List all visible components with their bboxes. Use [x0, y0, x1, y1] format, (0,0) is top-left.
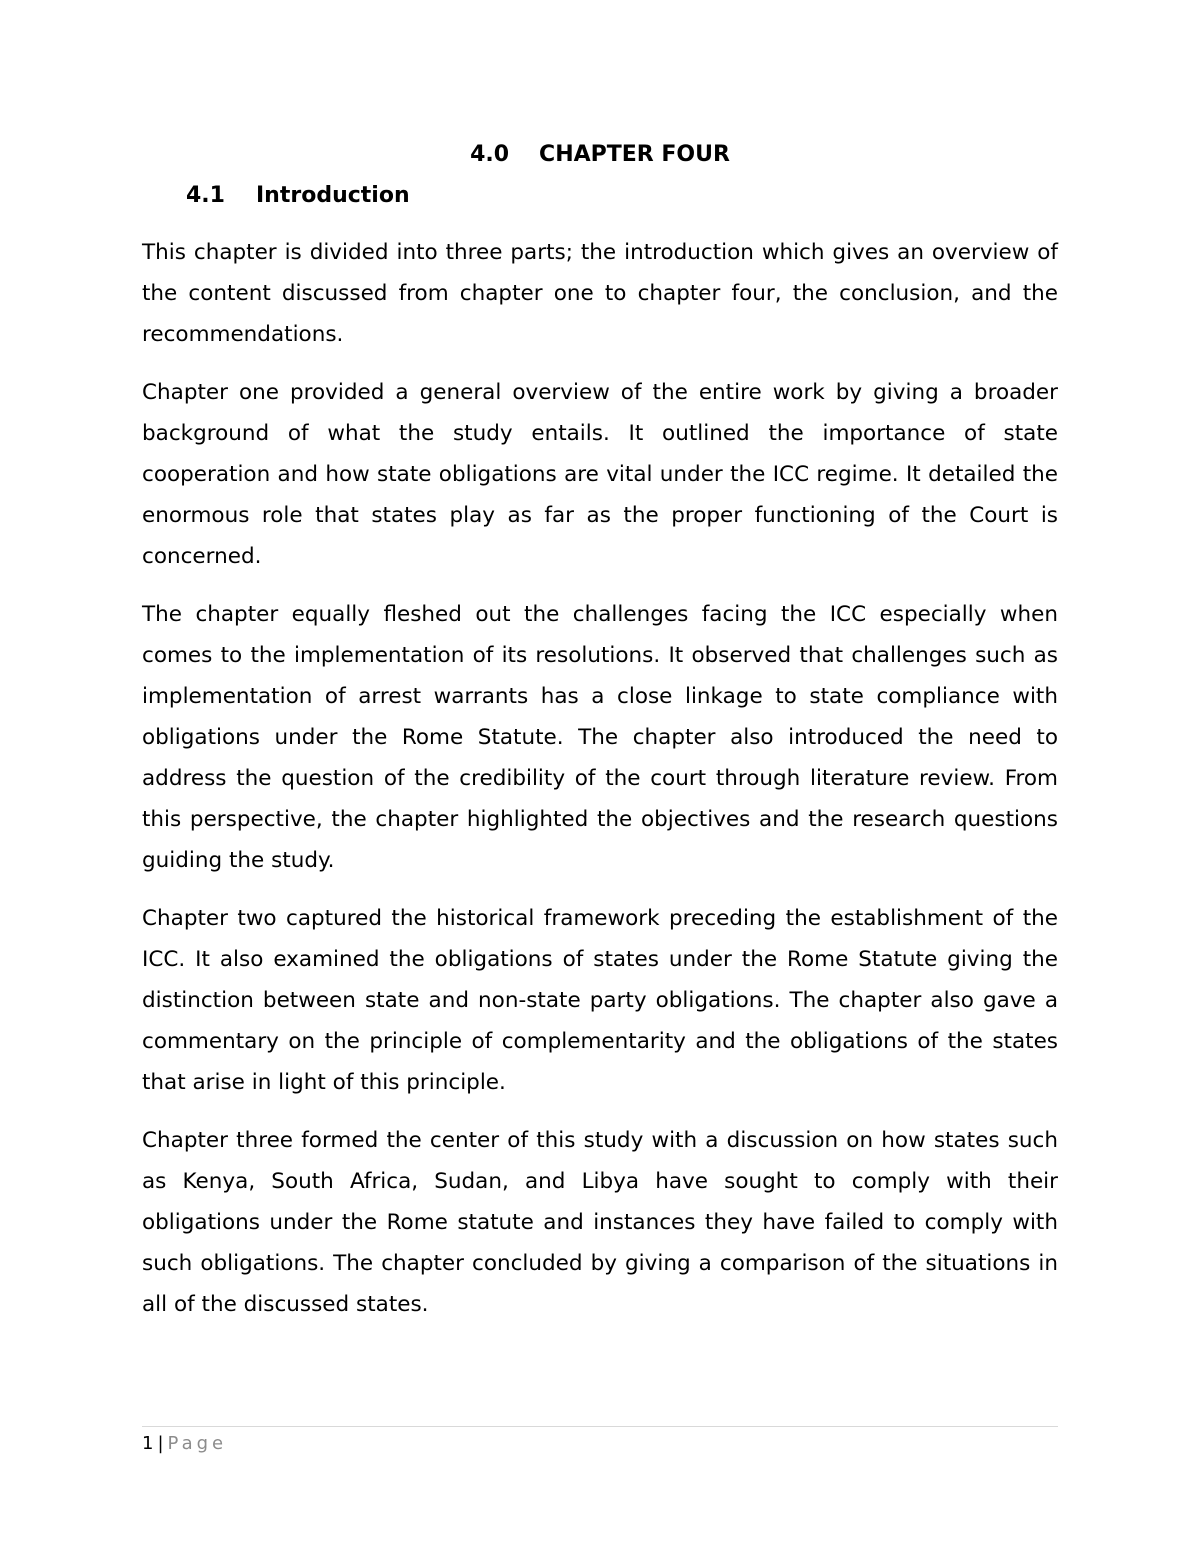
paragraph: This chapter is divided into three parts; the introduction which gives an overview of the content discussed from chapter one to chapter four, the conclusion, and the recommendations. — [142, 240, 1058, 347]
page-footer — [142, 1432, 227, 1456]
page-number: 1 — [142, 1433, 154, 1454]
footer-separator: | — [157, 1433, 164, 1454]
paragraph: The chapter equally fleshed out the challenges facing the ICC especially when comes to the implementation of its resolutions. It observed that challenges such as implementation of arrest warrants has a close linkage to state compliance with obligations under the Rome Statute. The chapter also introduced the need to address the question of the credibility of the court through literature review. From this perspective, the chapter highlighted the objectives and the research questions guiding the study. — [142, 602, 1058, 873]
section-heading — [186, 181, 410, 211]
paragraph: Chapter two captured the historical framework preceding the establishment of the ICC. It also examined the obligations of states under the Rome Statute giving the distinction between state and non-state party obligations. The chapter also gave a commentary on the principle of complementarity and the obligations of the states that arise in light of this principle. — [142, 906, 1058, 1095]
paragraph: Chapter one provided a general overview of the entire work by giving a broader background of what the study entails. It outlined the importance of state cooperation and how state obligations are vital under the ICC regime. It detailed the enormous role that states play as far as the proper functioning of the Court is concerned. — [142, 380, 1058, 569]
chapter-heading — [0, 140, 1200, 170]
footer-divider — [142, 1426, 1058, 1427]
chapter-title: CHAPTER FOUR — [539, 142, 730, 167]
section-number: 4.1 — [186, 183, 225, 208]
chapter-number: 4.0 — [470, 142, 510, 167]
section-title: Introduction — [256, 183, 410, 208]
page-label: Page — [167, 1433, 228, 1454]
body-text — [142, 232, 1058, 1342]
paragraph: Chapter three formed the center of this study with a discussion on how states such as Kenya, South Africa, Sudan, and Libya have sought to comply with their obligations under the Rome statute and instances they have failed to comply with such obligations. The chapter concluded by giving a comparison of the situations in all of the discussed states. — [142, 1128, 1058, 1317]
